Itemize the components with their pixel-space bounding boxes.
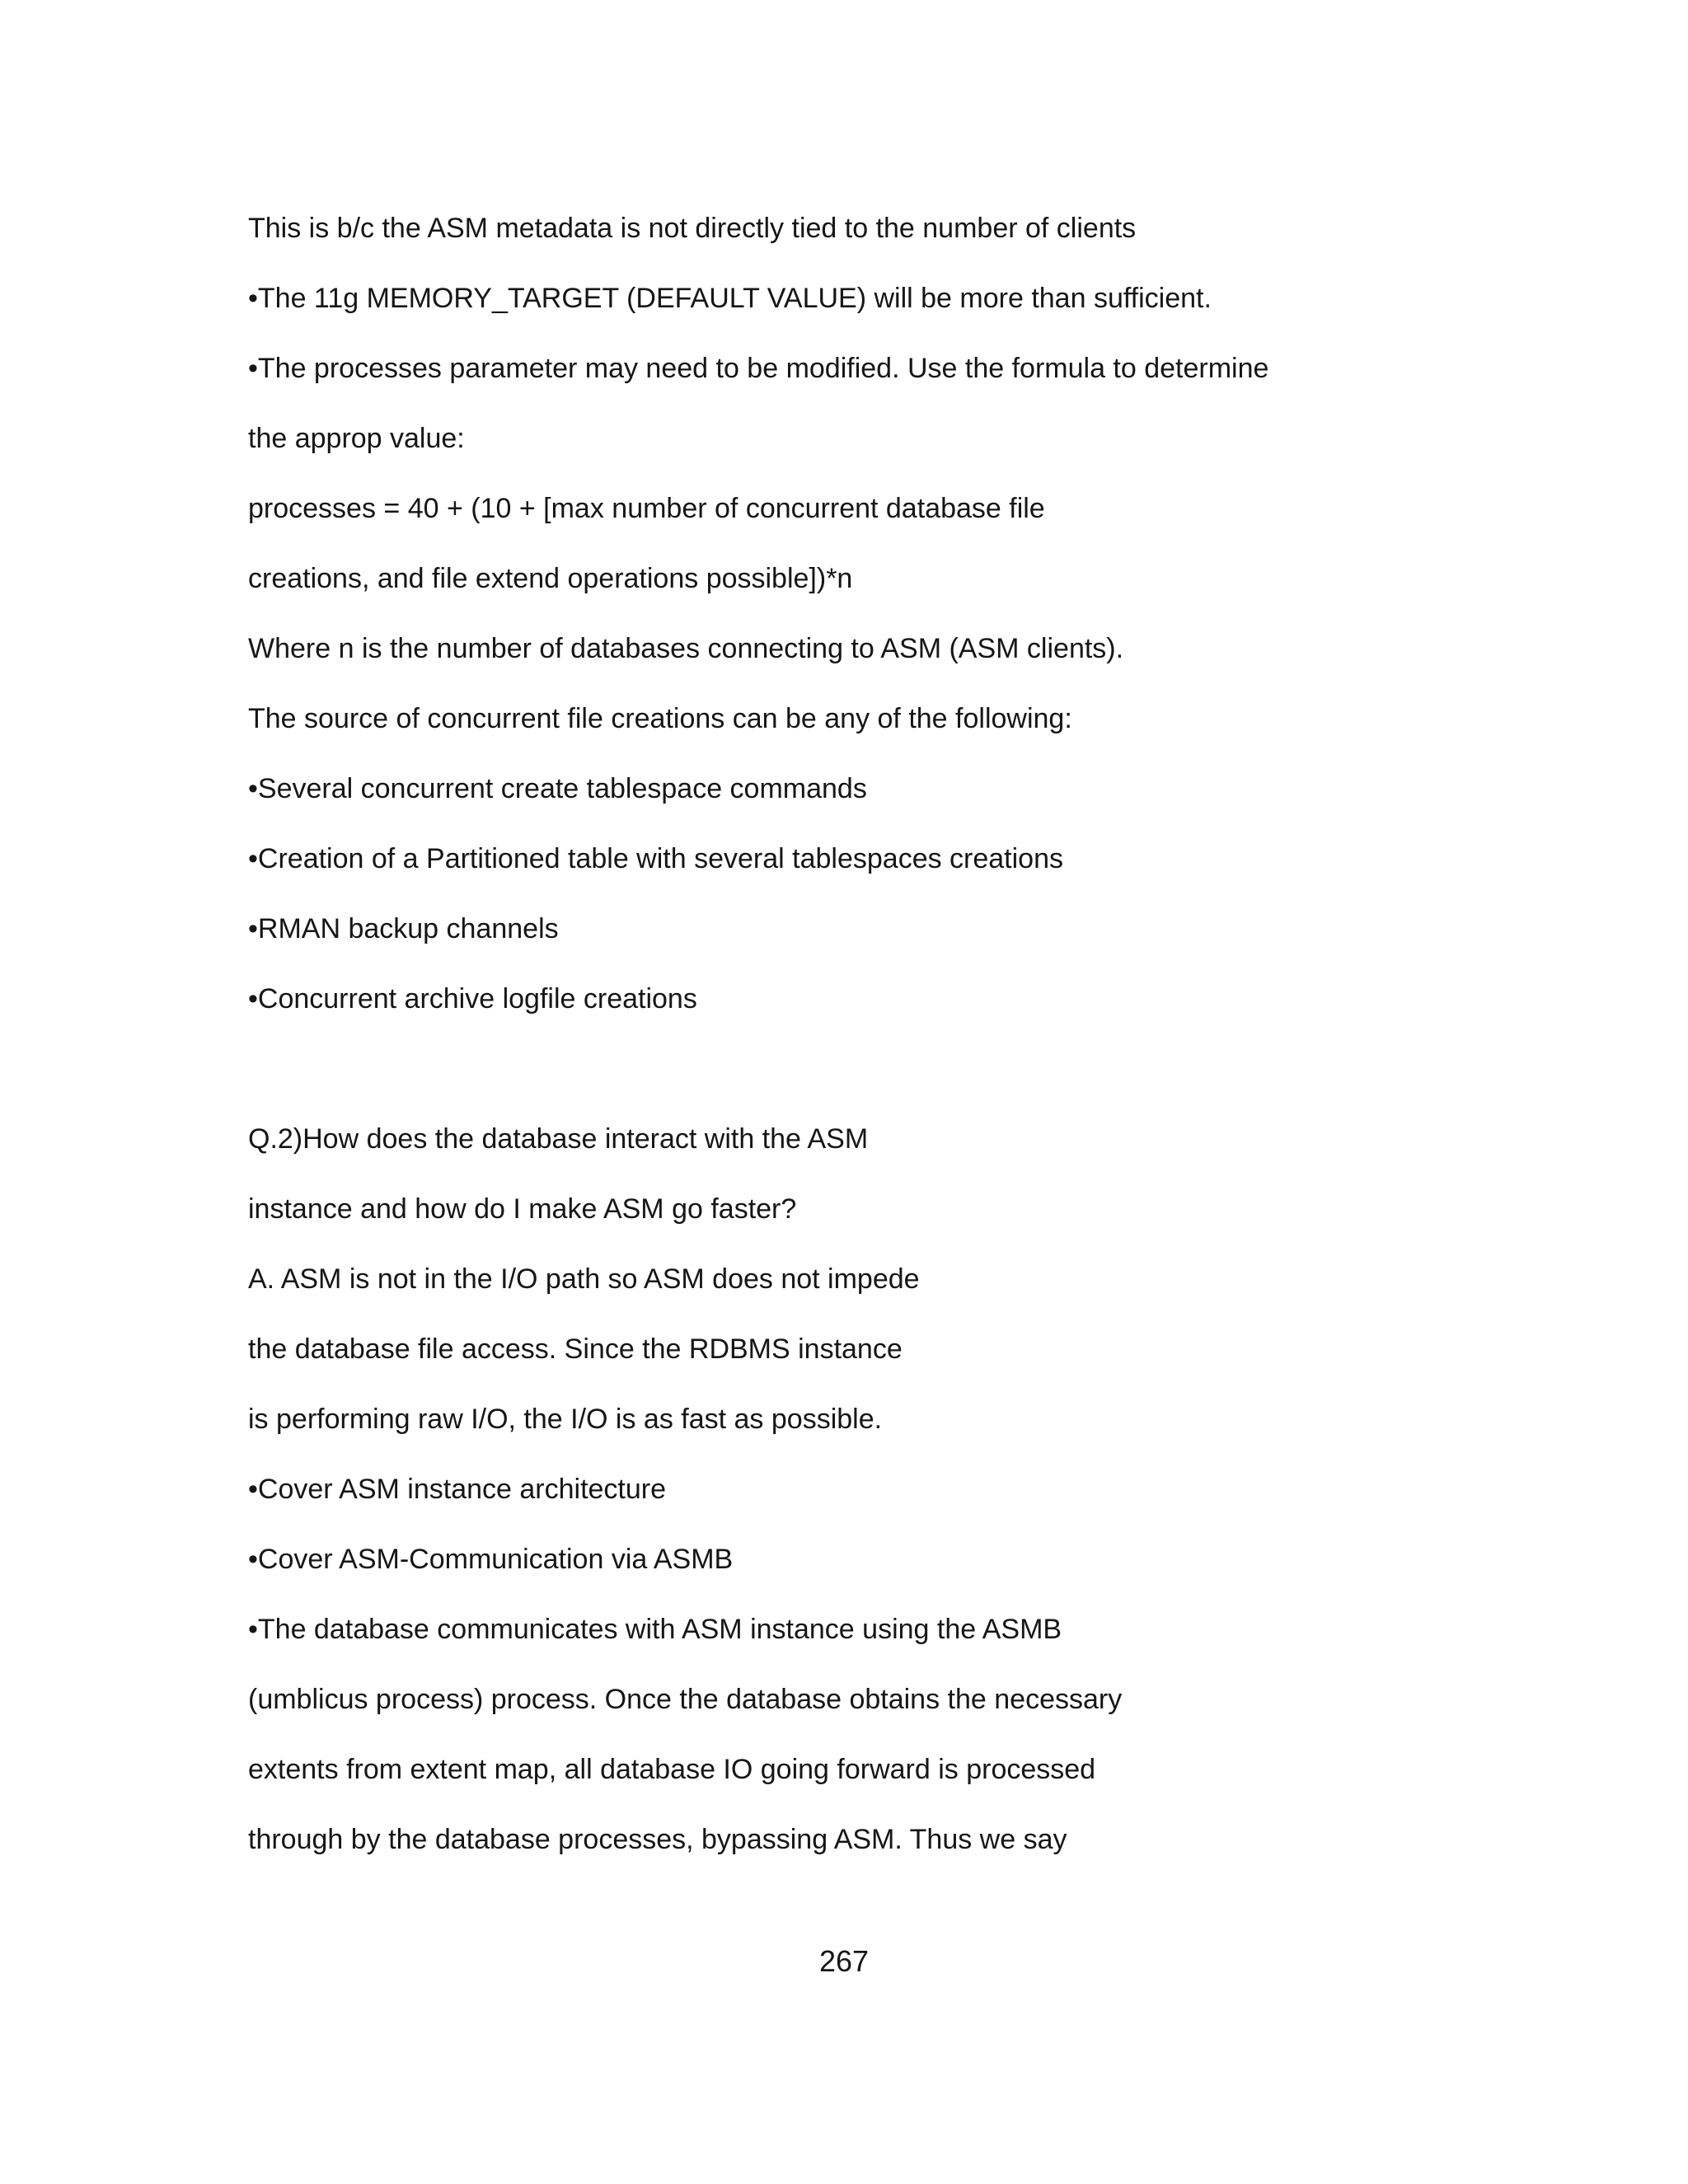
text-line: The source of concurrent file creations can be any of the following: [248, 703, 1072, 734]
text-line: extents from extent map, all database IO going forward is processed [248, 1754, 1096, 1785]
blank-line [248, 1034, 1484, 1104]
formula-line: processes = 40 + (10 + [max number of concurrent database file [248, 493, 1045, 524]
bullet-line: •Creation of a Partitioned table with several tablespaces creations [248, 843, 1064, 874]
answer-line: the database file access. Since the RDBMS instance [248, 1333, 903, 1365]
formula-line: creations, and file extend operations possible])*n [248, 563, 853, 594]
bullet-line: •Several concurrent create tablespace commands [248, 773, 867, 804]
answer-line: A. ASM is not in the I/O path so ASM does not impede [248, 1263, 920, 1295]
text-line: through by the database processes, bypassing ASM. Thus we say [248, 1824, 1067, 1855]
question-line: Q.2)How does the database interact with the ASM [248, 1123, 869, 1155]
bullet-line: •The 11g MEMORY_TARGET (DEFAULT VALUE) will be more than sufficient. [248, 283, 1212, 314]
question-line: instance and how do I make ASM go faster? [248, 1193, 797, 1225]
bullet-line: •The database communicates with ASM instance using the ASMB [248, 1614, 1062, 1645]
bullet-line: •RMAN backup channels [248, 913, 559, 944]
bullet-line: •Concurrent archive logfile creations [248, 983, 697, 1015]
answer-line: is performing raw I/O, the I/O is as fast as possible. [248, 1404, 883, 1435]
page-number: 267 [818, 1944, 870, 1978]
bullet-line: •The processes parameter may need to be modified. Use the formula to determine [248, 353, 1269, 384]
text-line: Where n is the number of databases connecting to ASM (ASM clients). [248, 633, 1124, 664]
text-line: the approp value: [248, 423, 465, 454]
text-line: This is b/c the ASM metadata is not directly tied to the number of clients [248, 213, 1137, 244]
text-line: (umblicus process) process. Once the database obtains the necessary [248, 1684, 1123, 1715]
body-text [248, 194, 1484, 1875]
bullet-line: •Cover ASM instance architecture [248, 1474, 667, 1505]
bullet-line: •Cover ASM-Communication via ASMB [248, 1544, 734, 1575]
